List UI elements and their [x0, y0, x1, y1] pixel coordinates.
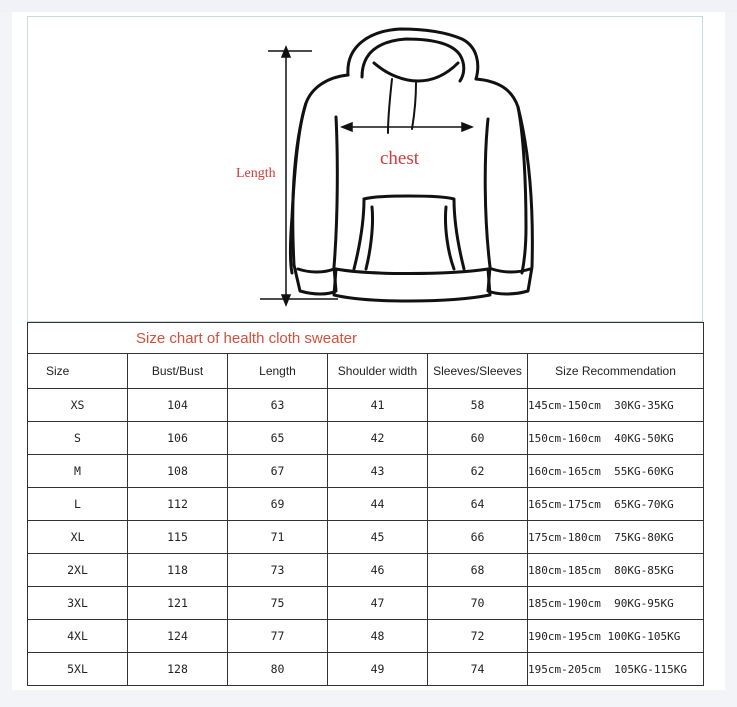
cell-length: 71	[228, 521, 328, 554]
length-label: Length	[236, 166, 276, 181]
bottom-strip	[0, 690, 737, 707]
cell-size: S	[28, 422, 128, 455]
table-row	[28, 389, 704, 422]
table-row	[28, 488, 704, 521]
cell-bust: 121	[128, 587, 228, 620]
cell-recommendation: 185cm-190cm 90KG-95KG	[528, 587, 704, 620]
cell-size: 2XL	[28, 554, 128, 587]
cell-recommendation: 145cm-150cm 30KG-35KG	[528, 389, 704, 422]
cell-size: L	[28, 488, 128, 521]
table-row	[28, 587, 704, 620]
cell-length: 73	[228, 554, 328, 587]
cell-recommendation: 180cm-185cm 80KG-85KG	[528, 554, 704, 587]
cell-sleeves: 58	[428, 389, 528, 422]
header-sleeves: Sleeves/Sleeves	[428, 354, 528, 389]
cell-shoulder: 48	[328, 620, 428, 653]
cell-bust: 118	[128, 554, 228, 587]
cell-size: XL	[28, 521, 128, 554]
table-title-row	[28, 323, 704, 354]
chest-label: chest	[380, 148, 420, 169]
cell-sleeves: 62	[428, 455, 528, 488]
header-length: Length	[228, 354, 328, 389]
cell-bust: 115	[128, 521, 228, 554]
cell-recommendation: 165cm-175cm 65KG-70KG	[528, 488, 704, 521]
cell-length: 75	[228, 587, 328, 620]
cell-recommendation: 160cm-165cm 55KG-60KG	[528, 455, 704, 488]
table-row	[28, 521, 704, 554]
table-title: Size chart of health cloth sweater	[28, 323, 704, 354]
header-bust: Bust/Bust	[128, 354, 228, 389]
cell-bust: 112	[128, 488, 228, 521]
cell-length: 65	[228, 422, 328, 455]
header-shoulder-width: Shoulder width	[328, 354, 428, 389]
table-row	[28, 554, 704, 587]
cell-bust: 108	[128, 455, 228, 488]
table-row	[28, 422, 704, 455]
cell-size: XS	[28, 389, 128, 422]
cell-bust: 124	[128, 620, 228, 653]
header-size: Size	[28, 354, 128, 389]
cell-shoulder: 47	[328, 587, 428, 620]
cell-size: M	[28, 455, 128, 488]
cell-bust: 128	[128, 653, 228, 686]
table-row	[28, 455, 704, 488]
cell-shoulder: 49	[328, 653, 428, 686]
cell-bust: 106	[128, 422, 228, 455]
cell-sleeves: 72	[428, 620, 528, 653]
cell-sleeves: 70	[428, 587, 528, 620]
cell-sleeves: 68	[428, 554, 528, 587]
cell-recommendation: 195cm-205cm 105KG-115KG	[528, 653, 704, 686]
cell-shoulder: 41	[328, 389, 428, 422]
cell-shoulder: 46	[328, 554, 428, 587]
cell-bust: 104	[128, 389, 228, 422]
cell-shoulder: 44	[328, 488, 428, 521]
cell-size: 4XL	[28, 620, 128, 653]
top-strip	[0, 0, 737, 12]
cell-shoulder: 43	[328, 455, 428, 488]
cell-recommendation: 175cm-180cm 75KG-80KG	[528, 521, 704, 554]
cell-sleeves: 74	[428, 653, 528, 686]
cell-length: 67	[228, 455, 328, 488]
cell-sleeves: 60	[428, 422, 528, 455]
cell-length: 80	[228, 653, 328, 686]
cell-length: 69	[228, 488, 328, 521]
table-row	[28, 620, 704, 653]
table-header-row	[28, 354, 704, 389]
cell-shoulder: 45	[328, 521, 428, 554]
cell-shoulder: 42	[328, 422, 428, 455]
cell-length: 77	[228, 620, 328, 653]
size-chart-table	[27, 322, 704, 686]
hoodie-diagram	[27, 16, 703, 322]
cell-recommendation: 150cm-160cm 40KG-50KG	[528, 422, 704, 455]
cell-size: 3XL	[28, 587, 128, 620]
cell-size: 5XL	[28, 653, 128, 686]
cell-sleeves: 66	[428, 521, 528, 554]
hoodie-illustration	[28, 17, 704, 323]
cell-length: 63	[228, 389, 328, 422]
cell-recommendation: 190cm-195cm 100KG-105KG	[528, 620, 704, 653]
table-row	[28, 653, 704, 686]
header-size-recommendation: Size Recommendation	[528, 354, 704, 389]
cell-sleeves: 64	[428, 488, 528, 521]
